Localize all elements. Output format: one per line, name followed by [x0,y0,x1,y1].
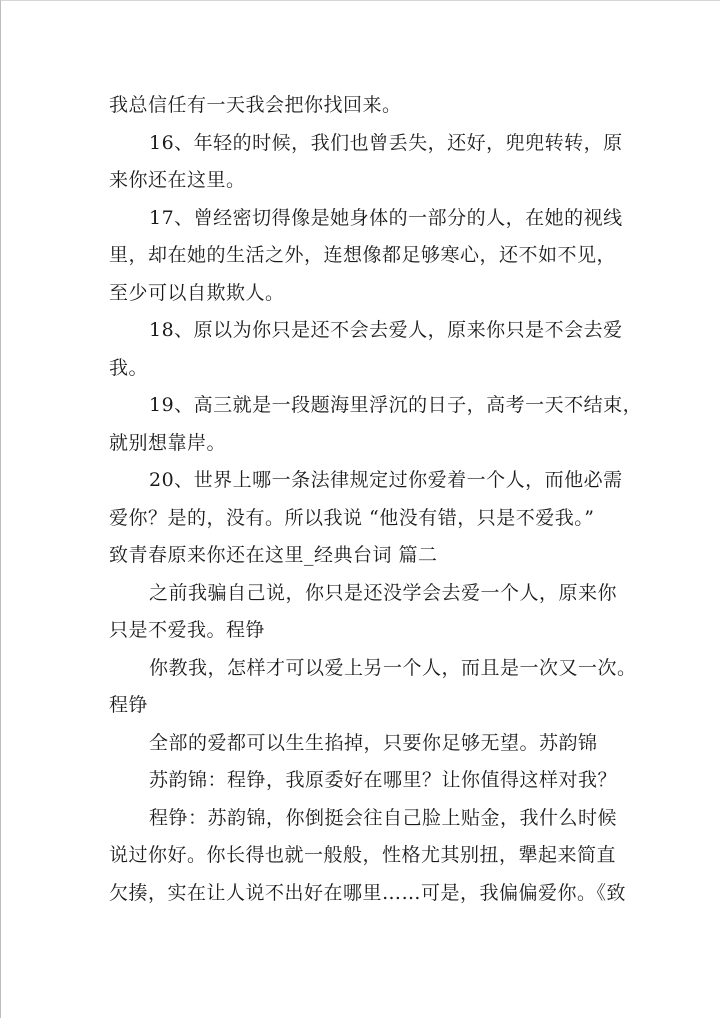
text-line: 爱你？是的，没有。所以我说 “他没有错，只是不爱我。” [109,506,595,529]
text-line: 说过你好。你长得也就一般般，性格尤其别扭，犟起来简直 [109,844,617,866]
text-line: 16、年轻的时候，我们也曾丢失，还好，兜兜转转，原 [149,131,623,154]
text-line: 至少可以自欺欺人。 [109,281,285,304]
text-line: 就别想靠岸。 [109,431,227,454]
section-heading: 致青春原来你还在这里_经典台词 篇二 [109,544,438,566]
text-line: 19、高三就是一段题海里浮沉的日子，高考一天不结束， [149,394,643,416]
text-line: 你教我，怎样才可以爱上另一个人，而且是一次又一次。 [149,656,637,679]
text-line: 18、原以为你只是还不会去爱人，原来你只是不会去爱 [149,319,623,341]
text-line: 欠揍，实在让人说不出好在哪里……可是，我偏偏爱你。《致 [109,881,627,904]
text-line: 我。 [109,356,149,379]
text-line: 里，却在她的生活之外，连想像都足够寒心，还不如不见， [109,244,617,266]
text-line: 17、曾经密切得像是她身体的一部分的人，在她的视线 [149,206,623,229]
text-line: 程铮：苏韵锦，你倒挺会往自己脸上贴金，我什么时候 [149,806,618,829]
text-line: 我总信任有一天我会把你找回来。 [109,94,402,116]
text-line: 20、世界上哪一条法律规定过你爱着一个人，而他必需 [149,469,623,491]
text-line: 来你还在这里。 [109,169,246,191]
text-line: 苏韵锦：程铮，我原委好在哪里？让你值得这样对我？ [149,769,618,791]
text-line: 之前我骗自己说，你只是还没学会去爱一个人，原来你 [149,581,618,604]
text-line: 程铮 [109,694,149,716]
text-line: 全部的爱都可以生生掐掉，只要你足够无望。苏韵锦 [149,731,598,754]
text-line: 只是不爱我。程铮 [109,619,266,641]
document-body [109,87,643,912]
